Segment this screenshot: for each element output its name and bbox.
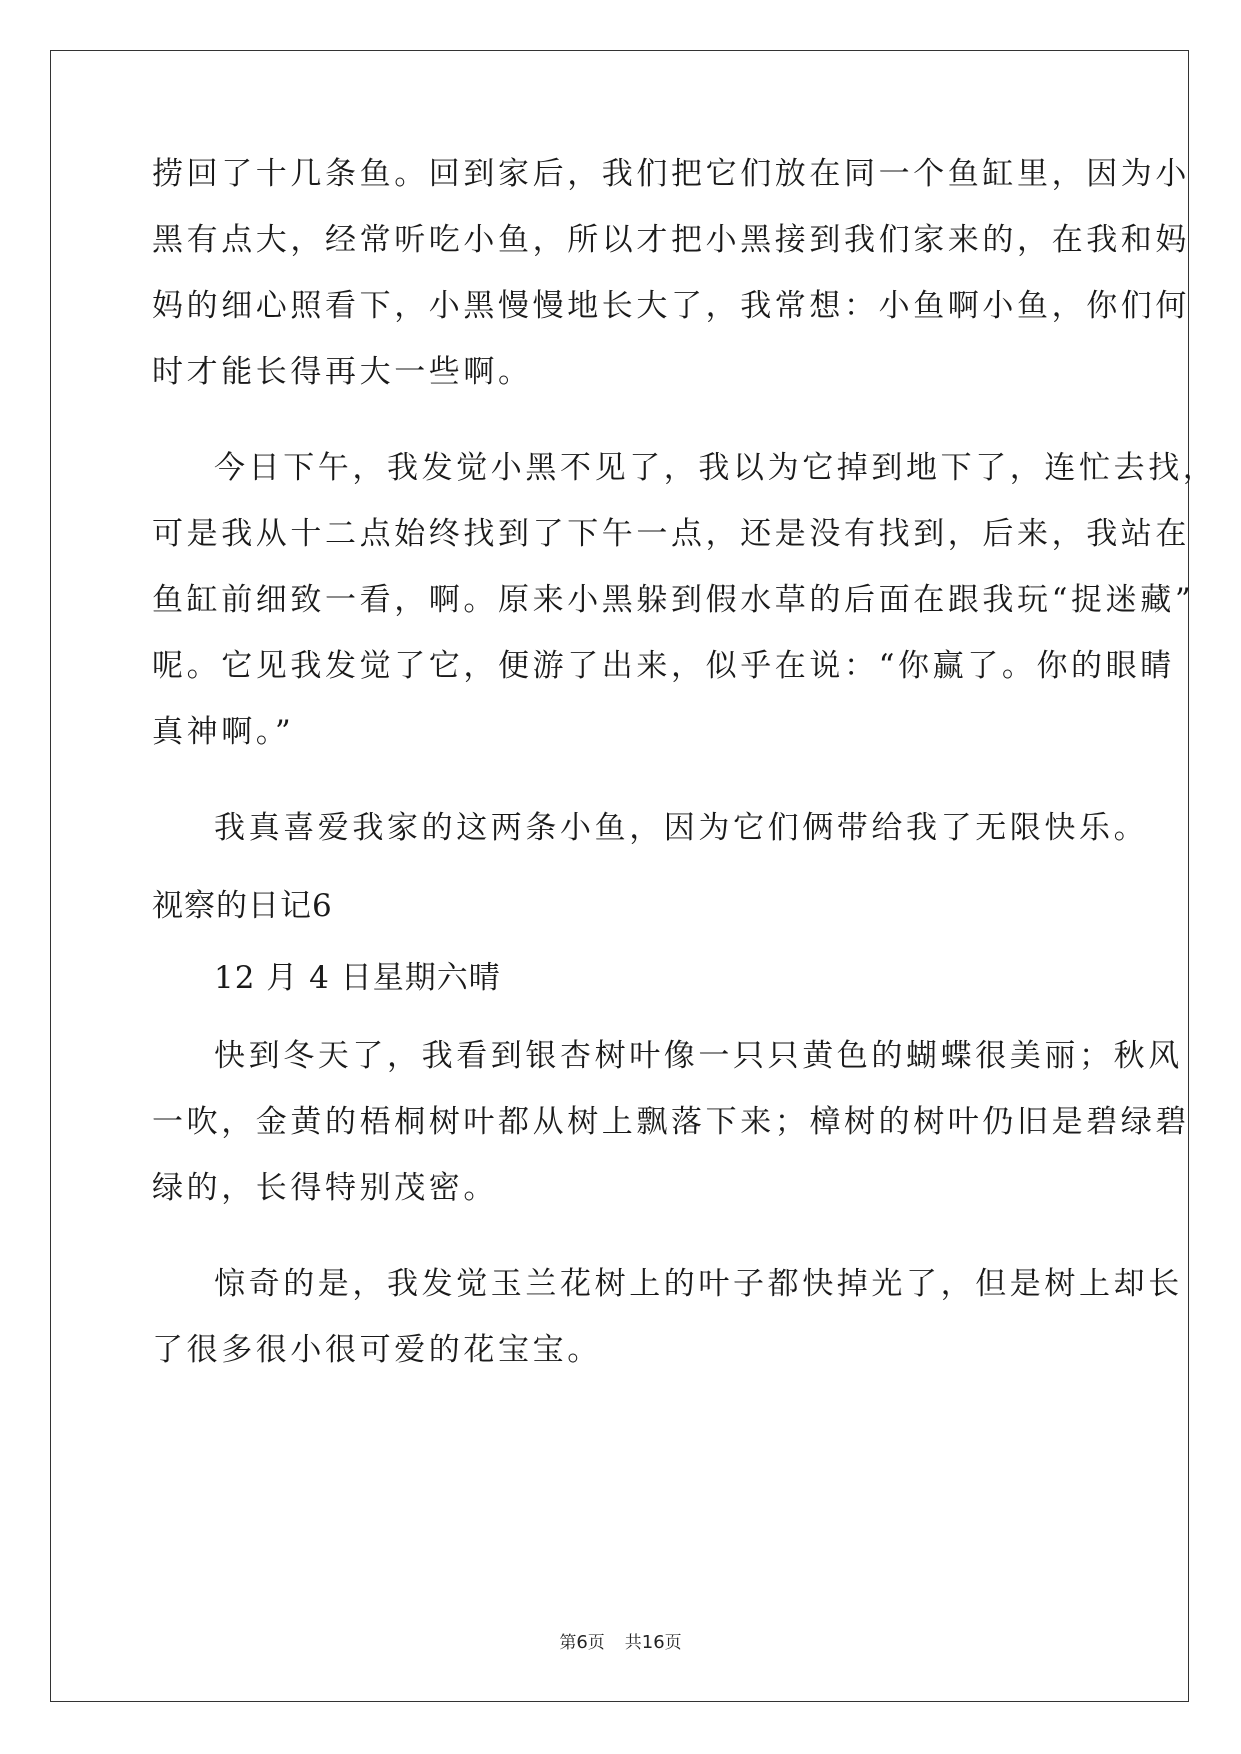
page-suffix: 页 — [587, 1633, 605, 1653]
paragraph-line: 鱼缸前细致一看，啊。原来小黑躲到假水草的后面在跟我玩“捉迷藏” — [152, 582, 1195, 618]
paragraph-line: 一吹，金黄的梧桐树叶都从树上飘落下来；樟树的树叶仍旧是碧绿碧 — [152, 1104, 1190, 1140]
paragraph-line: 妈的细心照看下，小黑慢慢地长大了，我常想：小鱼啊小鱼，你们何 — [152, 288, 1190, 324]
page-footer — [0, 1628, 1241, 1653]
paragraph-line: 时才能长得再大一些啊。 — [152, 354, 533, 390]
total-prefix: 共 — [624, 1633, 642, 1653]
paragraph-line: 呢。它见我发觉了它，便游了出来，似乎在说：“你赢了。你的眼睛 — [152, 648, 1175, 684]
total-suffix: 页 — [664, 1633, 682, 1653]
paragraph-line: 快到冬天了，我看到银杏树叶像一只只黄色的蝴蝶很美丽；秋风 — [214, 1038, 1183, 1074]
page-total: 16 — [641, 1632, 665, 1653]
paragraph-line: 惊奇的是，我发觉玉兰花树上的叶子都快掉光了，但是树上却长 — [214, 1266, 1183, 1302]
paragraph-line: 黑有点大，经常听吃小鱼，所以才把小黑接到我们家来的，在我和妈 — [152, 222, 1190, 258]
date-line: 12 月 4 日星期六晴 — [214, 960, 501, 996]
paragraph-line: 真神啊。” — [152, 714, 295, 750]
paragraph-line: 了很多很小很可爱的花宝宝。 — [152, 1332, 602, 1368]
page-current: 6 — [576, 1632, 588, 1653]
paragraph-line: 捞回了十几条鱼。回到家后，我们把它们放在同一个鱼缸里，因为小 — [152, 156, 1190, 192]
paragraph-line: 可是我从十二点始终找到了下午一点，还是没有找到，后来，我站在 — [152, 516, 1190, 552]
page-prefix: 第 — [559, 1633, 577, 1653]
section-title: 视察的日记6 — [152, 888, 333, 924]
paragraph-line: 今日下午，我发觉小黑不见了，我以为它掉到地下了，连忙去找， — [214, 450, 1218, 486]
paragraph-line: 绿的，长得特别茂密。 — [152, 1170, 498, 1206]
paragraph-line: 我真喜爱我家的这两条小鱼，因为它们俩带给我了无限快乐。 — [214, 810, 1149, 846]
